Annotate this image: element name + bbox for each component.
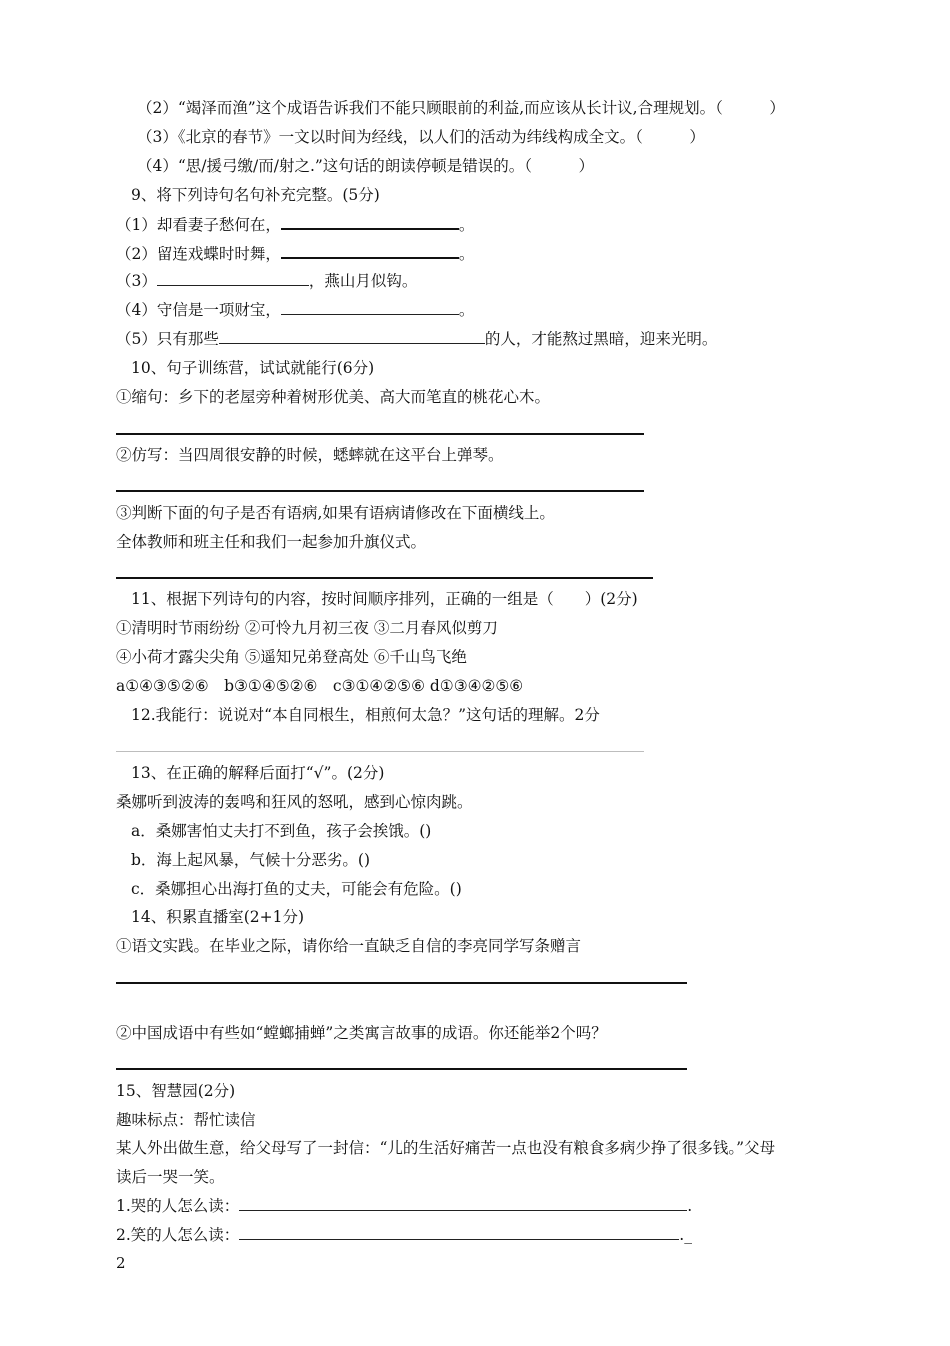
q13-title: 13、在正确的解释后面打“√”。(2分) — [131, 764, 385, 782]
q15-laugh-blank[interactable] — [239, 1225, 679, 1240]
q15-title: 15、智慧园(2分) — [116, 1082, 236, 1100]
q9-line-4-text: （4）守信是一项财宝， — [116, 301, 281, 319]
q13-option-a[interactable]: a．桑娜害怕丈夫打不到鱼，孩子会挨饿。() — [131, 822, 432, 840]
q10-answer-line-1[interactable] — [116, 433, 644, 435]
q9-line-3-blank[interactable] — [157, 271, 309, 286]
q14-title: 14、积累直播室(2+1分) — [131, 908, 305, 926]
q11-poems-row-1: ①清明时节雨纷纷 ②可怜九月初三夜 ③二月春风似剪刀 — [116, 619, 498, 637]
q14-sentence-2: ②中国成语中有些如“螳螂捕蝉”之类寓言故事的成语。你还能举2个吗？ — [116, 1024, 607, 1042]
q15-story-line-1: 某人外出做生意，给父母写了一封信：“儿的生活好痛苦一点也没有粮食多病少挣了很多钱。”父母 — [116, 1139, 776, 1157]
q10-sentence-2: ②仿写：当四周很安静的时候，蟋蟀就在这平台上弹琴。 — [116, 446, 504, 464]
q9-line-5-text: （5）只有那些 — [116, 330, 219, 348]
q9-line-2-end: 。 — [458, 245, 475, 263]
q9-title: 9、将下列诗句名句补充完整。(5分) — [131, 186, 380, 204]
q9-line-4-end: 。 — [458, 301, 475, 319]
q11-poems-row-2: ④小荷才露尖尖角 ⑤遥知兄弟登高处 ⑥千山鸟飞绝 — [116, 648, 467, 666]
q9-line-3-text: （3） — [116, 272, 157, 290]
q10-title: 10、句子训练营，试试就能行(6分) — [131, 359, 375, 377]
q10-sentence-3: ③判断下面的句子是否有语病,如果有语病请修改在下面横线上。 — [116, 504, 555, 522]
q9-line-5 — [116, 329, 717, 349]
q9-line-5-blank[interactable] — [219, 329, 485, 344]
q10-sentence-1: ①缩句：乡下的老屋旁种着树形优美、高大而笔直的桃花心木。 — [116, 388, 551, 406]
q15-cry-line — [116, 1196, 692, 1216]
q12-title: 12.我能行：说说对“本自同根生，相煎何太急？”这句话的理解。2分 — [131, 706, 600, 724]
q15-cry-end: . — [687, 1197, 693, 1215]
q15-laugh-label: 2.笑的人怎么读： — [116, 1226, 240, 1244]
q12-answer-line[interactable] — [116, 751, 644, 752]
q9-line-1 — [116, 214, 474, 235]
q15-story-line-2: 读后一哭一笑。 — [116, 1168, 225, 1186]
q10-answer-line-3[interactable] — [116, 577, 653, 579]
q9-line-3-post: ，燕山月似钩。 — [308, 272, 418, 290]
q13-option-b[interactable]: b．海上起风暴，气候十分恶劣。() — [131, 851, 371, 869]
q10-answer-line-2[interactable] — [116, 490, 644, 492]
q8-item-3: （3）《北京的春节》一文以时间为经线，以人们的活动为纬线构成全文。（ ） — [137, 128, 705, 146]
q15-laugh-end: ._ — [679, 1226, 692, 1244]
q9-line-2-blank[interactable] — [281, 243, 459, 259]
q15-cry-label: 1.哭的人怎么读： — [116, 1197, 240, 1215]
q9-line-3 — [116, 271, 417, 291]
q10-sentence-3b: 全体教师和班主任和我们一起参加升旗仪式。 — [116, 533, 427, 551]
q8-item-4: （4）“思/援弓缴/而/射之.”这句话的朗读停顿是错误的。（ ） — [137, 157, 595, 175]
q9-line-2 — [116, 243, 474, 264]
q15-subtitle: 趣味标点：帮忙读信 — [116, 1111, 256, 1129]
q9-line-1-text: （1）却看妻子愁何在， — [116, 216, 281, 234]
q14-answer-line-1[interactable] — [116, 982, 687, 984]
q9-line-4-blank[interactable] — [281, 300, 459, 315]
q9-line-4 — [116, 300, 474, 320]
q8-item-2: （2）“竭泽而渔”这个成语告诉我们不能只顾眼前的利益,而应该从长计议,合理规划。（ ） — [137, 99, 785, 117]
q9-line-1-blank[interactable] — [281, 214, 459, 230]
q9-line-2-text: （2）留连戏蝶时时舞， — [116, 245, 281, 263]
q14-sentence-1: ①语文实践。在毕业之际，请你给一直缺乏自信的李亮同学写条赠言 — [116, 937, 582, 955]
page-number: 2 — [116, 1254, 126, 1272]
q14-answer-line-2[interactable] — [116, 1068, 687, 1070]
q11-title: 11、根据下列诗句的内容，按时间顺序排列，正确的一组是（ ）(2分) — [131, 590, 638, 608]
q15-laugh-line — [116, 1225, 692, 1245]
q11-options: a①④③⑤②⑥ b③①④⑤②⑥ c③①④②⑤⑥ d①③④②⑤⑥ — [116, 677, 524, 695]
q9-line-5-post: 的人，才能熬过黑暗，迎来光明。 — [484, 330, 718, 348]
q13-option-c[interactable]: c．桑娜担心出海打鱼的丈夫，可能会有危险。() — [131, 880, 462, 898]
q13-sentence: 桑娜听到波涛的轰鸣和狂风的怒吼，感到心惊肉跳。 — [116, 793, 473, 811]
q9-line-1-end: 。 — [458, 216, 475, 234]
q15-cry-blank[interactable] — [239, 1196, 687, 1211]
